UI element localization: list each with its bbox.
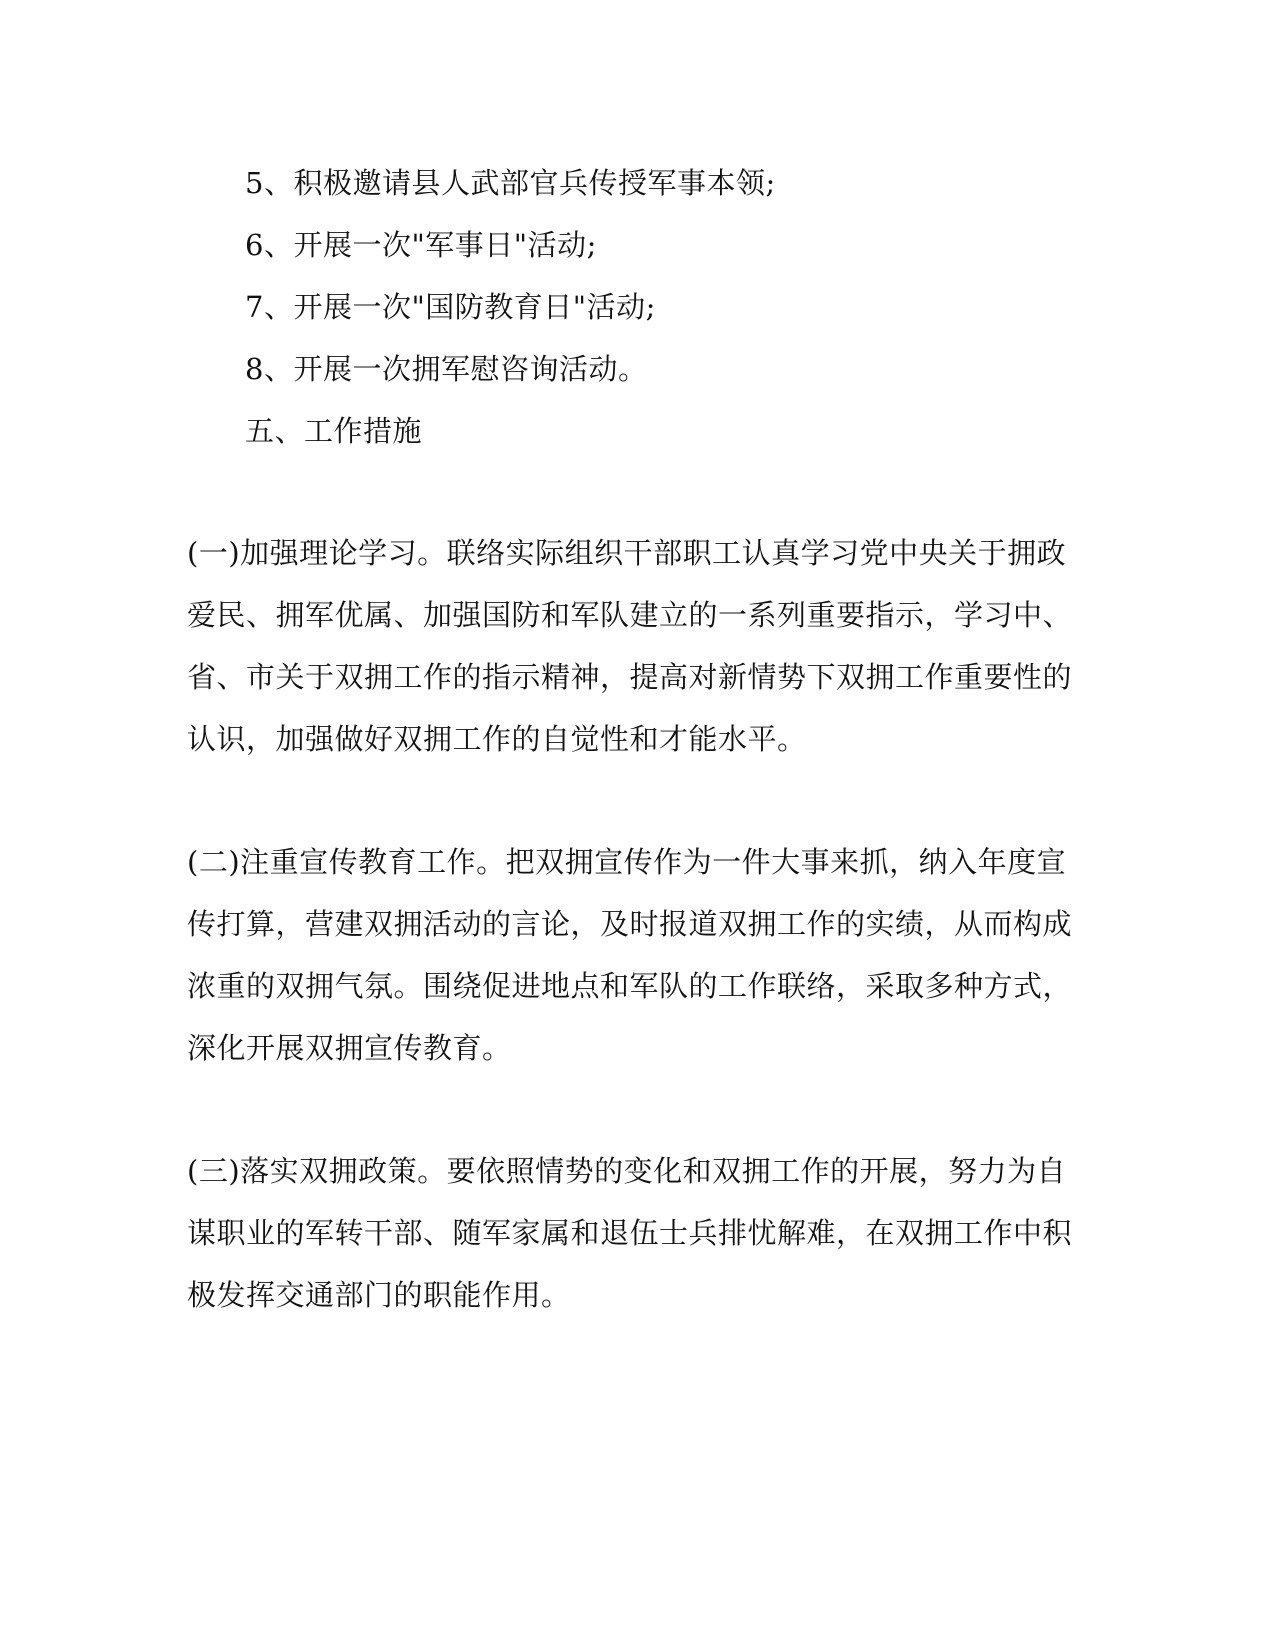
list-item: 8、开展一次拥军慰咨询活动。 [245,352,648,386]
paragraph-line: 深化开展双拥宣传教育。 [187,1031,512,1065]
paragraph-line: 省、市关于双拥工作的指示精神，提高对新情势下双拥工作重要性的 [187,660,1073,694]
paragraph-line: 传打算，营建双拥活动的言论，及时报道双拥工作的实绩，从而构成 [187,907,1073,941]
paragraph-line: (二)注重宣传教育工作。把双拥宣传作为一件大事来抓，纳入年度宣 [187,845,1067,879]
list-item: 5、积极邀请县人武部官兵传授军事本领; [245,166,776,200]
paragraph-line: 极发挥交通部门的职能作用。 [187,1278,571,1312]
paragraph-line: 谋职业的军转干部、随军家属和退伍士兵排忧解难，在双拥工作中积 [187,1216,1073,1250]
paragraph-line: (三)落实双拥政策。要依照情势的变化和双拥工作的开展，努力为自 [187,1154,1067,1188]
section-heading: 五、工作措施 [245,414,423,448]
paragraph-line: 爱民、拥军优属、加强国防和军队建立的一系列重要指示，学习中、 [187,598,1073,632]
list-item: 7、开展一次"国防教育日"活动; [245,290,656,324]
list-item: 6、开展一次"军事日"活动; [245,228,597,262]
paragraph-line: 浓重的双拥气氛。围绕促进地点和军队的工作联络，采取多种方式， [187,969,1073,1003]
paragraph-line: 认识，加强做好双拥工作的自觉性和才能水平。 [187,722,807,756]
paragraph-line: (一)加强理论学习。联络实际组织干部职工认真学习党中央关于拥政 [187,536,1067,570]
